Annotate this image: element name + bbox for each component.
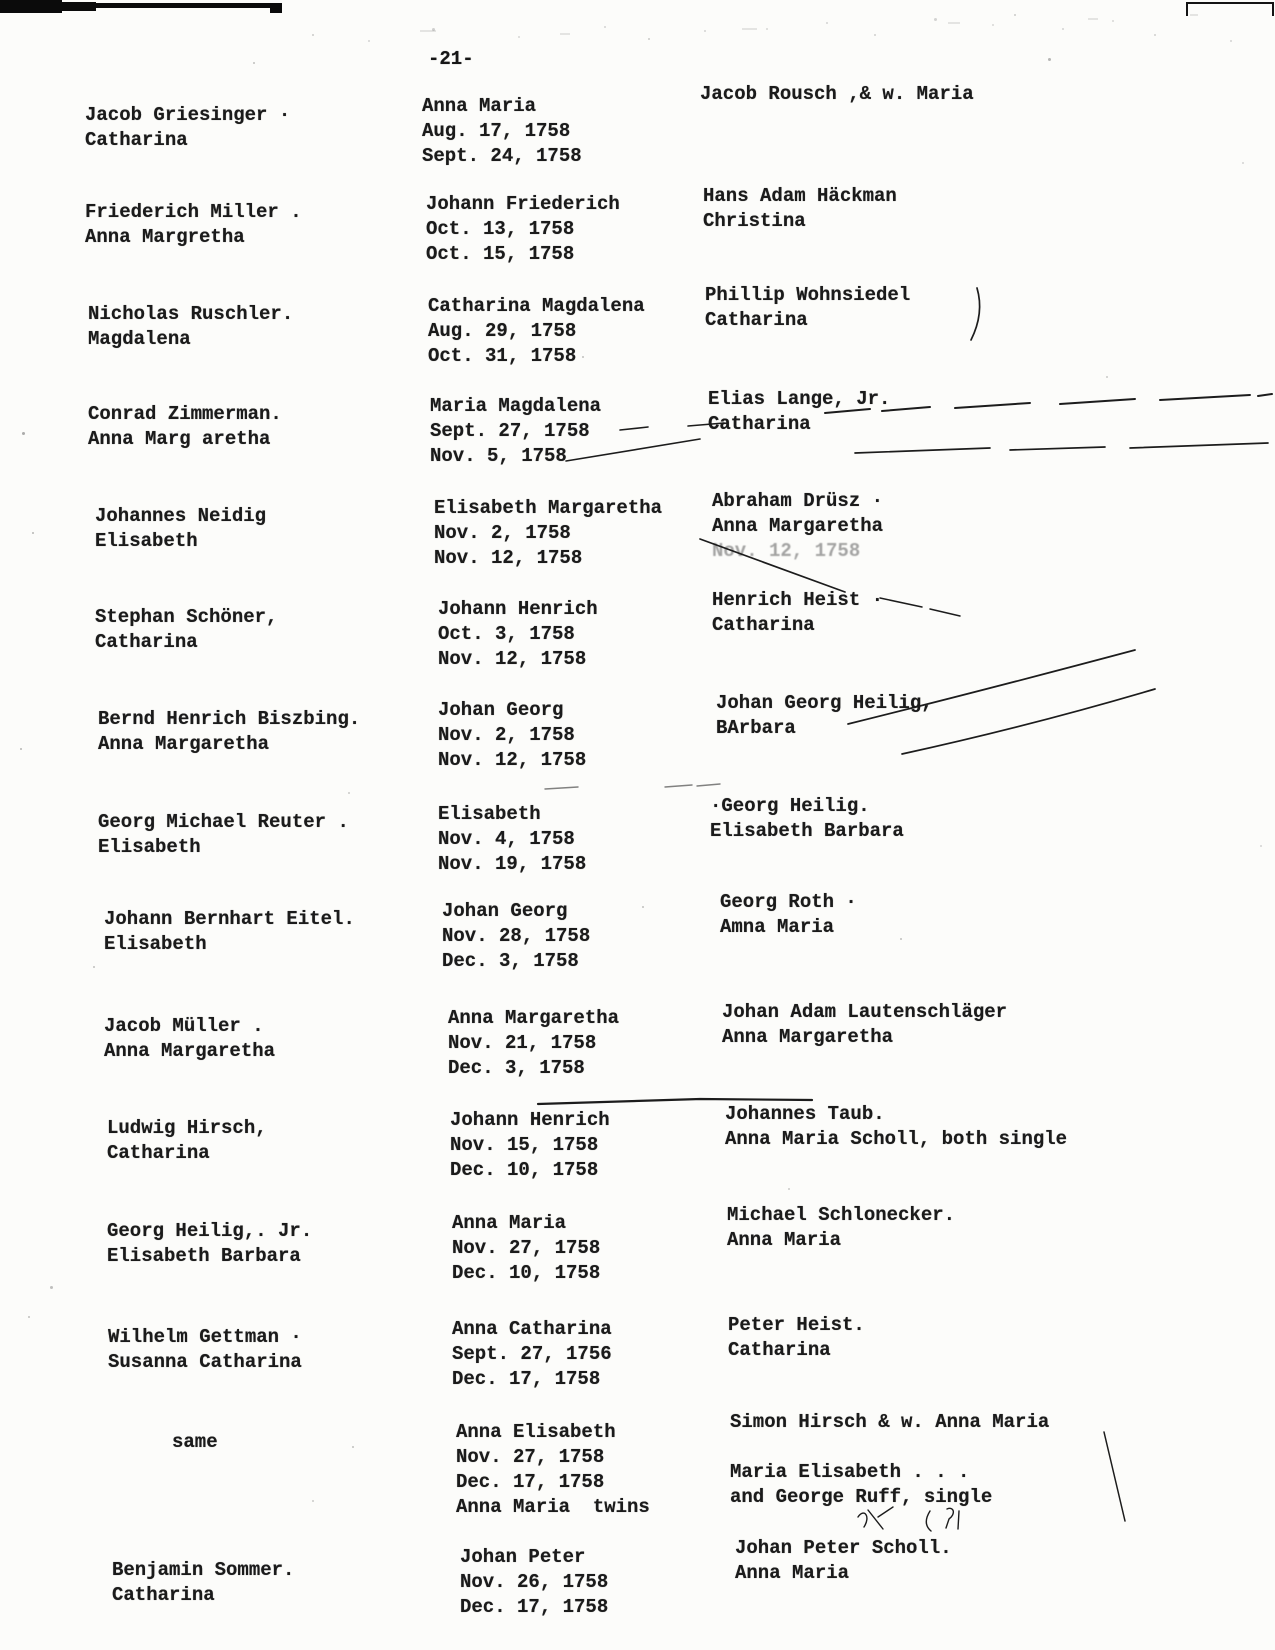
pen-stroke — [855, 443, 1268, 453]
sponsors-line: BArbara — [716, 717, 796, 739]
sponsors-line: Johannes Taub. — [725, 1103, 885, 1125]
scan-speckle — [348, 792, 350, 794]
pen-stroke — [545, 784, 720, 789]
child-line: Anna Maria twins — [456, 1496, 650, 1518]
scan-noise-dash — [948, 22, 960, 24]
scan-artifact-corner-mark — [1186, 2, 1274, 16]
child-line: Oct. 3, 1758 — [438, 623, 575, 645]
scan-speckle — [32, 532, 34, 534]
parents-line: Catharina — [85, 129, 188, 151]
parents-line: Georg Heilig,. Jr. — [107, 1220, 313, 1242]
scan-speckle — [582, 356, 584, 358]
parents-line: Catharina — [112, 1584, 215, 1606]
parents-line: Bernd Henrich Biszbing. — [98, 708, 361, 730]
sponsors-line: Abraham Drüsz · — [712, 490, 884, 512]
page-number: -21- — [428, 48, 474, 70]
scan-speckle — [28, 1316, 30, 1318]
scan-speckle — [1048, 58, 1051, 61]
child-line: Johan Georg — [442, 900, 568, 922]
scan-speckle — [900, 938, 902, 940]
sponsors-line: Simon Hirsch & w. Anna Maria — [730, 1411, 1050, 1433]
scan-speckle — [312, 1500, 314, 1502]
parents-line: Benjamin Sommer. — [112, 1559, 295, 1581]
child-line: Sept. 27, 1756 — [452, 1343, 612, 1365]
scan-speckle — [518, 36, 520, 38]
sponsors-line: Michael Schlonecker. — [727, 1204, 956, 1226]
sponsors-line: Johan Adam Lautenschläger — [722, 1001, 1008, 1023]
child-line: Nov. 5, 1758 — [430, 445, 567, 467]
parents-line: Catharina — [107, 1142, 210, 1164]
scan-speckle — [1106, 376, 1108, 378]
parents-line: Anna Margaretha — [98, 733, 270, 755]
sponsors-line: Elias Lange, Jr. — [708, 388, 891, 410]
scan-speckle — [934, 18, 937, 21]
scan-speckle — [352, 1446, 354, 1448]
child-line: Nov. 26, 1758 — [460, 1571, 609, 1593]
parents-line: Stephan Schöner, — [95, 606, 278, 628]
child-line: Johan Georg — [438, 699, 564, 721]
scan-artifact-top-bar — [92, 3, 282, 8]
child-line: Elisabeth Margaretha — [434, 497, 663, 519]
child-line: Dec. 17, 1758 — [460, 1596, 609, 1618]
scan-speckle — [20, 748, 22, 750]
scan-speckle — [253, 62, 255, 64]
parents-line: Wilhelm Gettman · — [108, 1326, 302, 1348]
parents-line: Jacob Griesinger · — [85, 104, 291, 126]
child-line: Anna Maria — [452, 1212, 567, 1234]
scan-noise-dash — [1190, 14, 1198, 16]
child-line: Nov. 19, 1758 — [438, 853, 587, 875]
child-line: Oct. 15, 1758 — [426, 243, 575, 265]
child-line: Dec. 3, 1758 — [448, 1057, 585, 1079]
parents-line: Georg Michael Reuter . — [98, 811, 349, 833]
pen-stroke — [858, 1507, 959, 1531]
pen-stroke — [902, 689, 1155, 754]
sponsors-line: Phillip Wohnsiedel — [705, 284, 911, 306]
scan-speckle — [93, 966, 95, 968]
scan-speckle — [1112, 20, 1114, 22]
child-line: Dec. 10, 1758 — [450, 1159, 599, 1181]
sponsors-line: Anna Maria — [727, 1229, 842, 1251]
sponsors-line: Anna Margaretha — [722, 1026, 894, 1048]
scan-speckle — [1014, 14, 1016, 16]
scan-speckle — [1242, 162, 1244, 164]
parents-line: Susanna Catharina — [108, 1351, 302, 1373]
scan-artifact-top-bar — [270, 4, 282, 13]
sponsors-line: ·Georg Heilig. — [710, 795, 870, 817]
sponsors-line: Catharina — [712, 614, 815, 636]
parents-line: Ludwig Hirsch, — [107, 1117, 267, 1139]
scan-speckle — [22, 432, 25, 435]
child-line: Nov. 15, 1758 — [450, 1134, 599, 1156]
sponsors-line: Catharina — [728, 1339, 831, 1361]
child-line: Oct. 31, 1758 — [428, 345, 577, 367]
child-line: Anna Margaretha — [448, 1007, 620, 1029]
child-line: Nov. 27, 1758 — [456, 1446, 605, 1468]
parents-line: Catharina — [95, 631, 198, 653]
sponsors-line: Johan Georg Heilig, — [716, 692, 933, 714]
child-line: Johann Friederich — [426, 193, 620, 215]
scan-speckle — [1230, 40, 1232, 42]
child-line: Johann Henrich — [450, 1109, 610, 1131]
sponsors-line: Nov. 12, 1758 — [712, 540, 861, 562]
parents-line: Jacob Müller . — [104, 1015, 264, 1037]
sponsors-line: Peter Heist. — [728, 1314, 865, 1336]
parents-line: Anna Marg aretha — [88, 428, 271, 450]
scan-noise-dash — [560, 33, 570, 35]
scan-noise-dash — [420, 30, 436, 32]
child-line: Oct. 13, 1758 — [426, 218, 575, 240]
scan-speckle — [788, 1188, 790, 1190]
parents-line: Elisabeth Barbara — [107, 1245, 301, 1267]
parents-line: Anna Margretha — [85, 226, 245, 248]
sponsors-line: Maria Elisabeth . . . — [730, 1461, 970, 1483]
scan-speckle — [704, 30, 706, 32]
child-line: Johan Peter — [460, 1546, 586, 1568]
sponsors-line: Christina — [703, 210, 806, 232]
sponsors-line: Georg Roth · — [720, 891, 857, 913]
pen-stroke — [880, 598, 960, 616]
parents-line: Johann Bernhart Eitel. — [104, 908, 355, 930]
pen-stroke — [1104, 1432, 1125, 1521]
sponsors-line: and George Ruff, single — [730, 1486, 993, 1508]
child-line: Sept. 24, 1758 — [422, 145, 582, 167]
parents-line: Nicholas Ruschler. — [88, 303, 294, 325]
parents-line: Magdalena — [88, 328, 191, 350]
sponsors-line: Johan Peter Scholl. — [735, 1537, 952, 1559]
child-line: Catharina Magdalena — [428, 295, 645, 317]
parents-line: Johannes Neidig — [95, 505, 267, 527]
scan-speckle — [1260, 845, 1262, 847]
parents-line: Elisabeth — [104, 933, 207, 955]
child-line: Maria Magdalena — [430, 395, 602, 417]
parents-line: Friederich Miller . — [85, 201, 302, 223]
child-line: Johann Henrich — [438, 598, 598, 620]
child-line: Dec. 3, 1758 — [442, 950, 579, 972]
child-line: Elisabeth — [438, 803, 541, 825]
child-line: Nov. 4, 1758 — [438, 828, 575, 850]
child-line: Sept. 27, 1758 — [430, 420, 590, 442]
scan-noise-dash — [1088, 18, 1098, 20]
child-line: Nov. 12, 1758 — [438, 648, 587, 670]
sponsors-line: Anna Margaretha — [712, 515, 884, 537]
scan-speckle — [312, 34, 314, 36]
child-line: Aug. 17, 1758 — [422, 120, 571, 142]
child-line: Nov. 21, 1758 — [448, 1032, 597, 1054]
child-line: Nov. 12, 1758 — [434, 547, 583, 569]
scan-speckle — [50, 1286, 53, 1289]
child-line: Nov. 2, 1758 — [434, 522, 571, 544]
parents-line: Elisabeth — [98, 836, 201, 858]
sponsors-line: Elisabeth Barbara — [710, 820, 904, 842]
scan-artifact-top-bar — [0, 0, 62, 13]
sponsors-line: Hans Adam Häckman — [703, 185, 897, 207]
parents-line: Conrad Zimmerman. — [88, 403, 282, 425]
parents-line: Anna Margaretha — [104, 1040, 276, 1062]
parents-line: Elisabeth — [95, 530, 198, 552]
sponsors-line: Amna Maria — [720, 916, 835, 938]
scan-speckle — [1062, 28, 1064, 30]
sponsors-line: Catharina — [708, 413, 811, 435]
child-line: Dec. 17, 1758 — [456, 1471, 605, 1493]
child-line: Anna Elisabeth — [456, 1421, 616, 1443]
scan-speckle — [766, 28, 768, 30]
scan-speckle — [368, 40, 370, 42]
child-line: Nov. 12, 1758 — [438, 749, 587, 771]
scan-speckle — [826, 22, 828, 24]
child-line: Nov. 2, 1758 — [438, 724, 575, 746]
scan-speckle — [1154, 34, 1156, 36]
child-line: Anna Maria — [422, 95, 537, 117]
scan-speckle — [874, 34, 876, 36]
sponsors-line: Henrich Heist · — [712, 589, 884, 611]
child-line: Dec. 17, 1758 — [452, 1368, 601, 1390]
scan-noise-dash — [742, 28, 757, 30]
scan-artifact-top-bar — [58, 2, 96, 11]
child-line: Anna Catharina — [452, 1318, 612, 1340]
scan-speckle — [604, 26, 606, 28]
pen-stroke — [825, 394, 1272, 413]
child-line: Nov. 27, 1758 — [452, 1237, 601, 1259]
scan-speckle — [642, 906, 644, 908]
sponsors-line: Jacob Rousch ,& w. Maria — [700, 83, 974, 105]
child-line: Aug. 29, 1758 — [428, 320, 577, 342]
parents-line: same — [172, 1431, 218, 1453]
scan-speckle — [992, 24, 994, 26]
child-line: Dec. 10, 1758 — [452, 1262, 601, 1284]
sponsors-line: Anna Maria — [735, 1562, 850, 1584]
pen-stroke — [971, 288, 980, 340]
scan-speckle — [648, 38, 650, 40]
sponsors-line: Catharina — [705, 309, 808, 331]
child-line: Nov. 28, 1758 — [442, 925, 591, 947]
sponsors-line: Anna Maria Scholl, both single — [725, 1128, 1068, 1150]
